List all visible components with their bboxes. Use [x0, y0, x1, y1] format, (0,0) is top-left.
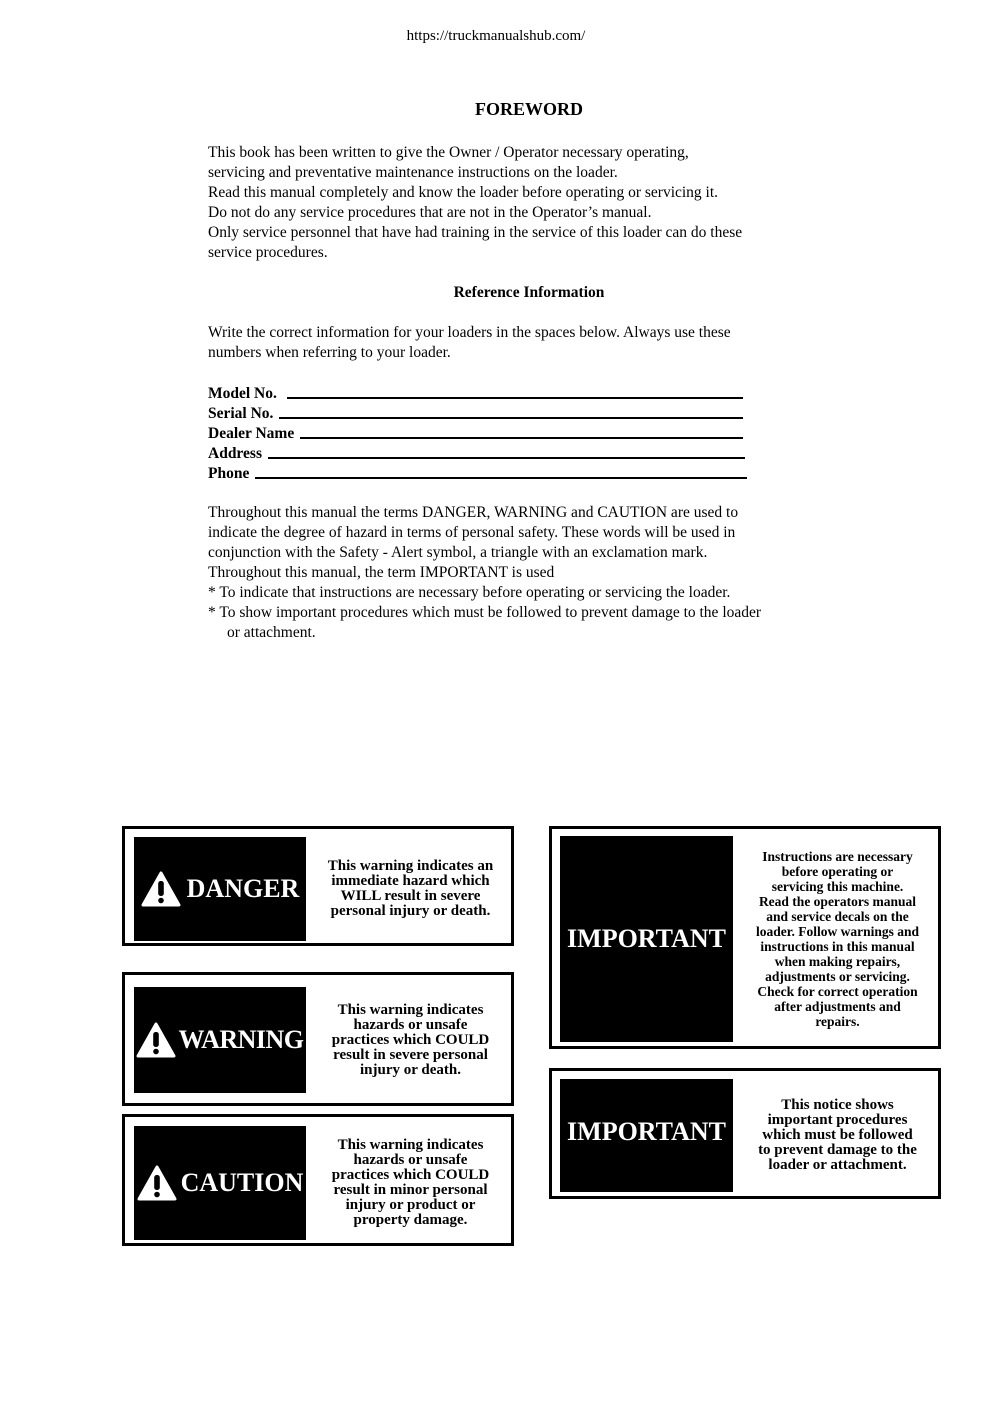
caution-line: property damage.	[353, 1212, 468, 1228]
important-message	[737, 1079, 938, 1192]
intro-line: service procedures.	[208, 244, 328, 261]
alert-triangle-icon	[141, 871, 181, 907]
reference-heading: Reference Information	[453, 284, 605, 301]
bullet-item: * To indicate that instructions are necessary before operating or servicing the loader.	[208, 584, 731, 601]
danger-message	[310, 837, 511, 941]
important-line: This notice shows	[781, 1097, 894, 1113]
important-line: which must be followed	[762, 1127, 913, 1143]
important-word: IMPORTANT	[567, 924, 726, 953]
warning-line: result in severe personal	[333, 1046, 488, 1063]
important-line: and service decals on the	[766, 909, 909, 924]
fill-line[interactable]	[279, 417, 743, 419]
important-line: after adjustments and	[774, 999, 901, 1014]
important-label-block	[560, 836, 733, 1042]
caution-word: CAUTION	[180, 1168, 304, 1197]
reference-line: numbers when referring to your loader.	[208, 344, 451, 361]
warning-line: This warning indicates	[337, 1001, 484, 1018]
important-line: loader or attachment.	[768, 1157, 907, 1173]
caution-sign	[122, 1114, 514, 1246]
important-word: IMPORTANT	[567, 1117, 726, 1146]
danger-line: This warning indicates an	[327, 858, 494, 874]
intro-paragraph	[208, 143, 808, 263]
field-label: Serial No.	[208, 405, 274, 422]
fill-line[interactable]	[268, 457, 745, 459]
warning-label-block	[134, 987, 306, 1093]
serial-no-field[interactable]	[208, 403, 768, 423]
fill-line[interactable]	[287, 397, 743, 399]
caution-label-block	[134, 1126, 306, 1240]
danger-sign	[122, 826, 514, 946]
caution-message	[310, 1126, 511, 1240]
model-no-field[interactable]	[208, 383, 768, 403]
important-line: when making repairs,	[774, 954, 901, 969]
field-label: Dealer Name	[208, 425, 295, 442]
field-label: Model No.	[208, 385, 277, 402]
important-line: Instructions are necessary	[762, 849, 913, 864]
important-label-block	[560, 1079, 733, 1192]
source-url: https://truckmanualshub.com/	[406, 28, 586, 44]
field-label: Address	[208, 445, 262, 462]
danger-word: DANGER	[186, 874, 300, 903]
warning-word: WARNING	[178, 1025, 304, 1054]
fill-line[interactable]	[255, 477, 747, 479]
important-line: adjustments or servicing.	[765, 969, 910, 984]
important-line: loader. Follow warnings and	[755, 924, 920, 939]
danger-label-block	[134, 837, 306, 941]
warning-line: practices which COULD	[331, 1031, 490, 1048]
alert-triangle-icon	[137, 1165, 177, 1201]
caution-line: practices which COULD	[331, 1167, 490, 1183]
important-line: Read the operators manual	[758, 894, 917, 909]
field-label: Phone	[208, 465, 250, 482]
warning-line: hazards or unsafe	[353, 1016, 468, 1033]
fill-line[interactable]	[300, 437, 743, 439]
important-line: servicing this machine.	[771, 879, 904, 894]
caution-line: This warning indicates	[337, 1137, 484, 1153]
terms-line: Throughout this manual the terms DANGER, WARNING and CAUTION are used to	[208, 504, 739, 521]
terms-line: conjunction with the Safety - Alert symbol, a triangle with an exclamation mark.	[208, 544, 708, 561]
danger-line: WILL result in severe	[340, 888, 481, 904]
caution-line: hazards or unsafe	[353, 1152, 468, 1168]
terms-line: indicate the degree of hazard in terms of personal safety. These words will be used in	[208, 524, 736, 541]
address-field[interactable]	[208, 443, 768, 463]
reference-form	[208, 383, 768, 483]
danger-line: immediate hazard which	[331, 873, 490, 889]
danger-line: personal injury or death.	[330, 903, 491, 919]
warning-message	[310, 987, 511, 1093]
terms-line: Throughout this manual, the term IMPORTANT is used	[208, 564, 555, 581]
important-sign-procedures	[549, 1068, 941, 1199]
reference-line: Write the correct information for your loaders in the spaces below. Always use these	[208, 324, 731, 341]
important-line: before operating or	[781, 864, 894, 879]
bullet-item: * To show important procedures which must be followed to prevent damage to the loader or attachment.	[208, 604, 762, 641]
important-line: important procedures	[767, 1112, 908, 1128]
page-title: FOREWORD	[475, 99, 583, 119]
warning-line: injury or death.	[360, 1061, 461, 1078]
intro-line: servicing and preventative maintenance instructions on the loader.	[208, 164, 618, 181]
important-message	[737, 836, 938, 1042]
reference-paragraph	[208, 323, 808, 363]
caution-line: injury or product or	[345, 1197, 476, 1213]
dealer-name-field[interactable]	[208, 423, 768, 443]
important-line: to prevent damage to the	[758, 1142, 917, 1158]
intro-line: Do not do any service procedures that are not in the Operator’s manual.	[208, 204, 652, 221]
intro-line: This book has been written to give the Owner / Operator necessary operating,	[208, 144, 689, 161]
alert-triangle-icon	[136, 1022, 176, 1058]
important-line: Check for correct operation	[757, 984, 918, 999]
important-sign-instructions	[549, 826, 941, 1049]
terms-paragraph	[208, 503, 798, 643]
phone-field[interactable]	[208, 463, 768, 483]
warning-sign	[122, 972, 514, 1106]
important-line: repairs.	[815, 1014, 860, 1029]
intro-line: Only service personnel that have had training in the service of this loader can do these	[208, 224, 743, 241]
intro-line: Read this manual completely and know the loader before operating or servicing it.	[208, 184, 719, 201]
caution-line: result in minor personal	[333, 1182, 488, 1198]
important-line: instructions in this manual	[760, 939, 915, 954]
